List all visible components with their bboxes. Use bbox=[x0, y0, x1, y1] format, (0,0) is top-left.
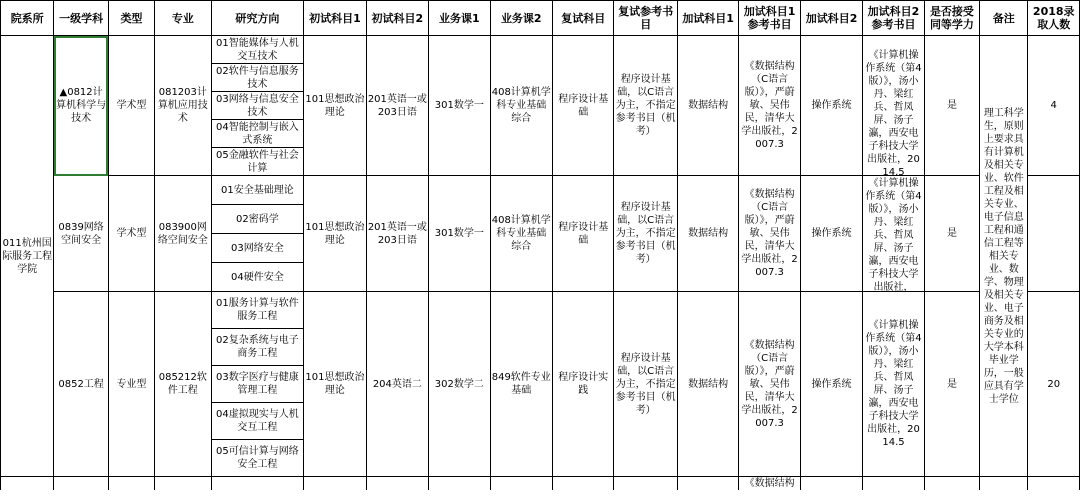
tail-cell[interactable] bbox=[614, 477, 677, 491]
table-row bbox=[1, 176, 1080, 205]
discipline-cell[interactable]: ▲0812计算机科学与技术 bbox=[54, 36, 108, 176]
extra2-book-cell[interactable] bbox=[863, 36, 924, 176]
table-row bbox=[1, 36, 1080, 64]
tail-cell[interactable] bbox=[924, 477, 979, 491]
header-exam1[interactable]: 初试科目1 bbox=[304, 1, 366, 36]
extra2-book-text: 《计算机操作系统（第4版）》，汤小丹、梁红兵、哲凤屏、汤子瀛，西安电子科技大学出版社，2014.5 bbox=[865, 50, 922, 178]
direction-cell[interactable]: 04智能控制与嵌入式系统 bbox=[211, 120, 304, 148]
direction-cell[interactable]: 03网络与信息安全技术 bbox=[211, 92, 304, 120]
extra1-cell[interactable]: 数据结构 bbox=[677, 292, 738, 477]
exam2-cell[interactable]: 201英语一或203日语 bbox=[366, 176, 428, 292]
tail-cell[interactable] bbox=[490, 477, 552, 491]
header-admitted[interactable]: 2018录取人数 bbox=[1028, 1, 1080, 36]
exam2-cell[interactable]: 201英语一或203日语 bbox=[366, 36, 428, 176]
tail-cell[interactable] bbox=[1, 477, 54, 491]
tail-cell[interactable] bbox=[304, 477, 366, 491]
header-retest-book[interactable]: 复试参考书目 bbox=[614, 1, 677, 36]
extra2-cell[interactable]: 操作系统 bbox=[800, 292, 862, 477]
department-cell[interactable]: 011杭州国际服务工程学院 bbox=[1, 36, 54, 477]
retest-book-cell[interactable]: 程序设计基础，以C语言为主，不指定参考书目（机考） bbox=[614, 292, 677, 477]
header-type[interactable]: 类型 bbox=[108, 1, 154, 36]
tail-book-cell[interactable]: 《数据结构 bbox=[739, 477, 800, 491]
exam1-cell[interactable]: 101思想政治理论 bbox=[304, 36, 366, 176]
exam1-cell[interactable]: 101思想政治理论 bbox=[304, 292, 366, 477]
note-text: 理工科学生，原则上要求具有计算机及相关专业、软件工程及相关专业、电子信息工程和通信工程等相关专业、数学、物理及相关专业、电子商务及相关专业的大学本科毕业学历，一般应具有学士学位 bbox=[983, 107, 1024, 405]
retest-cell[interactable]: 程序设计基础 bbox=[553, 36, 614, 176]
tail-cell[interactable] bbox=[366, 477, 428, 491]
tail-cell[interactable] bbox=[677, 477, 738, 491]
retest-book-cell[interactable]: 程序设计基础，以C语言为主，不指定参考书目（机考） bbox=[614, 176, 677, 292]
course2-cell[interactable]: 849软件专业基础 bbox=[490, 292, 552, 477]
direction-cell[interactable]: 01安全基础理论 bbox=[211, 176, 304, 205]
admitted-cell[interactable]: 20 bbox=[1028, 292, 1080, 477]
header-note[interactable]: 备注 bbox=[980, 1, 1028, 36]
header-course2[interactable]: 业务课2 bbox=[490, 1, 552, 36]
header-major[interactable]: 专业 bbox=[155, 1, 211, 36]
note-cell[interactable] bbox=[980, 36, 1028, 477]
extra1-book-cell[interactable]: 《数据结构（C语言版）》，严蔚敏、吴伟民，清华大学出版社，2007.3 bbox=[739, 292, 800, 477]
header-equivalent[interactable]: 是否接受同等学力 bbox=[924, 1, 979, 36]
header-course1[interactable]: 业务课1 bbox=[429, 1, 490, 36]
exam1-cell[interactable]: 101思想政治理论 bbox=[304, 176, 366, 292]
equivalent-cell[interactable]: 是 bbox=[924, 292, 979, 477]
course1-cell[interactable]: 301数学一 bbox=[429, 176, 490, 292]
header-extra1-book[interactable]: 加试科目1参考书目 bbox=[739, 1, 800, 36]
extra2-book-cell[interactable] bbox=[863, 292, 924, 477]
admitted-cell[interactable] bbox=[1028, 176, 1080, 292]
header-extra1[interactable]: 加试科目1 bbox=[677, 1, 738, 36]
retest-book-cell[interactable]: 程序设计基础，以C语言为主，不指定参考书目（机考） bbox=[614, 36, 677, 176]
tail-cell[interactable] bbox=[1028, 477, 1080, 491]
extra1-book-cell[interactable]: 《数据结构（C语言版）》，严蔚敏、吴伟民，清华大学出版社，2007.3 bbox=[739, 176, 800, 292]
tail-cell[interactable] bbox=[155, 477, 211, 491]
header-row bbox=[1, 1, 1080, 36]
header-extra2-book[interactable]: 加试科目2参考书目 bbox=[863, 1, 924, 36]
header-department[interactable]: 院系所 bbox=[1, 1, 54, 36]
table-row bbox=[1, 477, 1080, 491]
equivalent-cell[interactable]: 是 bbox=[924, 176, 979, 292]
major-cell[interactable]: 081203计算机应用技术 bbox=[155, 36, 211, 176]
direction-cell[interactable]: 01服务计算与软件服务工程 bbox=[211, 292, 304, 329]
header-retest[interactable]: 复试科目 bbox=[553, 1, 614, 36]
table-row bbox=[1, 292, 1080, 329]
tail-cell[interactable] bbox=[980, 477, 1028, 491]
direction-cell[interactable]: 03数字医疗与健康管理工程 bbox=[211, 366, 304, 403]
admitted-cell[interactable]: 4 bbox=[1028, 36, 1080, 176]
retest-cell[interactable]: 程序设计基础 bbox=[553, 176, 614, 292]
tail-cell[interactable] bbox=[211, 477, 304, 491]
tail-cell[interactable] bbox=[108, 477, 154, 491]
extra1-cell[interactable]: 数据结构 bbox=[677, 176, 738, 292]
discipline-cell[interactable]: 0839网络空间安全 bbox=[54, 176, 108, 292]
course1-cell[interactable]: 302数学二 bbox=[429, 292, 490, 477]
extra2-book-cell[interactable] bbox=[863, 176, 924, 292]
extra2-book-text: 《计算机操作系统（第4版）》，汤小丹、梁红兵、哲凤屏、汤子瀛，西安电子科技大学出版社， bbox=[865, 178, 922, 293]
direction-cell[interactable]: 05可信计算与网络安全工程 bbox=[211, 440, 304, 477]
tail-cell[interactable] bbox=[429, 477, 490, 491]
direction-cell[interactable]: 02密码学 bbox=[211, 205, 304, 234]
direction-cell[interactable]: 02软件与信息服务技术 bbox=[211, 64, 304, 92]
course2-cell[interactable]: 408计算机学科专业基础综合 bbox=[490, 36, 552, 176]
direction-cell[interactable]: 04虚拟现实与人机交互工程 bbox=[211, 403, 304, 440]
course2-cell[interactable]: 408计算机学科专业基础综合 bbox=[490, 176, 552, 292]
direction-cell[interactable]: 03网络安全 bbox=[211, 234, 304, 263]
header-discipline[interactable]: 一级学科 bbox=[54, 1, 108, 36]
type-cell[interactable]: 学术型 bbox=[108, 36, 154, 176]
exam2-cell[interactable]: 204英语二 bbox=[366, 292, 428, 477]
header-extra2[interactable]: 加试科目2 bbox=[800, 1, 862, 36]
extra2-book-text: 《计算机操作系统（第4版）》，汤小丹、梁红兵、哲凤屏、汤子瀛，西安电子科技大学出版社，2014.5 bbox=[865, 320, 922, 448]
discipline-cell[interactable]: 0852工程 bbox=[54, 292, 108, 477]
course1-cell[interactable]: 301数学一 bbox=[429, 36, 490, 176]
major-cell[interactable]: 083900网络空间安全 bbox=[155, 176, 211, 292]
type-cell[interactable]: 专业型 bbox=[108, 292, 154, 477]
equivalent-cell[interactable]: 是 bbox=[924, 36, 979, 176]
header-direction[interactable]: 研究方向 bbox=[211, 1, 304, 36]
tail-cell[interactable] bbox=[54, 477, 108, 491]
direction-cell[interactable]: 01智能媒体与人机交互技术 bbox=[211, 36, 304, 64]
type-cell[interactable]: 学术型 bbox=[108, 176, 154, 292]
extra1-book-cell[interactable]: 《数据结构（C语言版）》，严蔚敏、吴伟民，清华大学出版社，2007.3 bbox=[739, 36, 800, 176]
direction-cell[interactable]: 05金融软件与社会计算 bbox=[211, 148, 304, 176]
tail-cell[interactable] bbox=[863, 477, 924, 491]
tail-cell[interactable] bbox=[800, 477, 862, 491]
retest-cell[interactable]: 程序设计实践 bbox=[553, 292, 614, 477]
extra2-cell[interactable]: 操作系统 bbox=[800, 176, 862, 292]
extra1-cell[interactable]: 数据结构 bbox=[677, 36, 738, 176]
extra2-cell[interactable]: 操作系统 bbox=[800, 36, 862, 176]
direction-cell[interactable]: 04硬件安全 bbox=[211, 263, 304, 292]
header-exam2[interactable]: 初试科目2 bbox=[366, 1, 428, 36]
direction-cell[interactable]: 02复杂系统与电子商务工程 bbox=[211, 329, 304, 366]
major-cell[interactable]: 085212软件工程 bbox=[155, 292, 211, 477]
tail-cell[interactable] bbox=[553, 477, 614, 491]
